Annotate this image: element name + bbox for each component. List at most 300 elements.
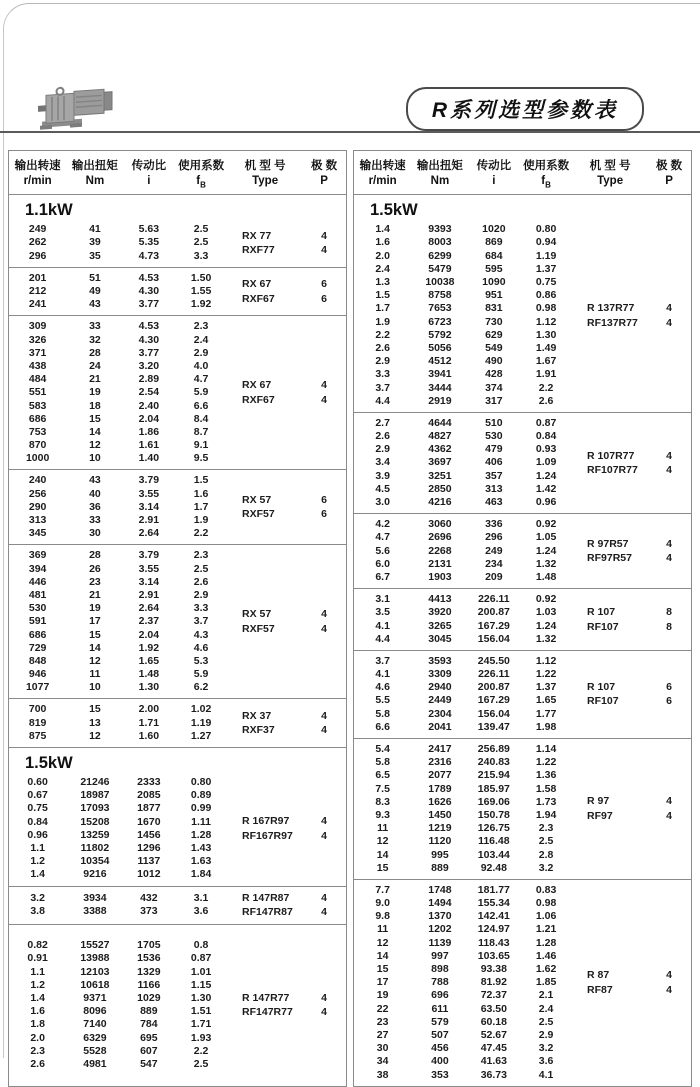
table-row — [354, 681, 573, 694]
poles-value: 4 — [321, 622, 327, 635]
table-row — [9, 855, 228, 868]
ratio-cell: 1.65 — [138, 654, 160, 667]
type-cell — [228, 776, 302, 882]
torque-cell: 36 — [89, 500, 101, 513]
factor-cell: 3.2 — [538, 1042, 554, 1055]
rows-block — [354, 743, 573, 875]
torque-cell: 28 — [89, 549, 101, 562]
torque-cell: 1450 — [428, 808, 452, 821]
ratio-cell: 5.63 — [138, 223, 160, 236]
speed-cell: 9.3 — [375, 808, 390, 821]
table-row — [9, 1018, 228, 1031]
speed-cell: 0.75 — [27, 802, 48, 815]
torque-cell: 11802 — [80, 841, 110, 854]
row-group — [354, 739, 691, 880]
speed-cell: 6.5 — [375, 769, 390, 782]
torque-cell: 6299 — [428, 249, 452, 262]
factor-cell: 1.92 — [190, 298, 212, 311]
poles-cell — [647, 417, 691, 509]
column-header — [519, 157, 573, 189]
table-row — [9, 868, 228, 881]
table-row — [9, 285, 228, 298]
factor-cell: 4.6 — [193, 641, 209, 654]
speed-cell: 0.82 — [27, 939, 48, 952]
ratio-cell: 2.64 — [138, 527, 160, 540]
factor-cell: 6.2 — [193, 681, 209, 694]
torque-cell: 5479 — [428, 262, 452, 275]
type-cell — [228, 703, 302, 743]
table-row — [9, 1045, 228, 1058]
row-group — [9, 195, 346, 268]
torque-cell: 889 — [431, 861, 449, 874]
factor-cell: 1.06 — [535, 910, 557, 923]
table-row — [354, 976, 573, 989]
speed-cell: 14 — [376, 949, 389, 962]
speed-cell: 262 — [28, 236, 47, 249]
poles-value: 6 — [321, 292, 327, 305]
poles-cell — [302, 549, 346, 694]
factor-cell: 1.21 — [535, 923, 557, 936]
factor-cell: 0.89 — [190, 789, 212, 802]
column-header-label: 机 型 号 — [244, 160, 286, 172]
ratio-cell: 240.83 — [477, 756, 510, 769]
table-row — [9, 488, 228, 501]
speed-cell: 5.8 — [375, 707, 390, 720]
type-value: R 147R87 — [242, 891, 290, 904]
type-cell — [228, 223, 302, 263]
poles-cell — [302, 272, 346, 312]
column-header-unit: Type — [252, 175, 279, 187]
group-body — [354, 884, 691, 1082]
ratio-cell: 116.48 — [478, 835, 510, 848]
speed-cell: 700 — [28, 703, 47, 716]
factor-cell: 3.2 — [538, 861, 554, 874]
speed-cell: 3.3 — [375, 368, 390, 381]
factor-cell: 3.6 — [193, 905, 209, 918]
ratio-cell: 3.77 — [138, 298, 160, 311]
table-row — [354, 708, 573, 721]
column-header-label: 输出转速 — [359, 160, 406, 172]
speed-cell: 7.5 — [375, 782, 390, 795]
speed-cell: 2.6 — [30, 1057, 45, 1070]
torque-cell: 2919 — [428, 394, 452, 407]
speed-cell: 1.7 — [375, 302, 390, 315]
table-row — [354, 822, 573, 835]
type-cell — [228, 891, 302, 920]
factor-cell: 2.5 — [538, 835, 554, 848]
table-row — [9, 360, 228, 373]
factor-cell: 2.9 — [193, 588, 209, 601]
torque-cell: 17093 — [80, 802, 110, 815]
speed-cell: 819 — [28, 716, 47, 729]
torque-cell: 28 — [89, 346, 101, 359]
poles-cell — [647, 593, 691, 646]
table-row — [9, 334, 228, 347]
speed-cell: 4.1 — [375, 619, 390, 632]
table-row — [9, 250, 228, 263]
table-row — [9, 1005, 228, 1018]
torque-cell: 15208 — [80, 815, 110, 828]
poles-value: 6 — [321, 278, 327, 291]
rows-block — [9, 549, 228, 694]
factor-cell: 1.02 — [190, 703, 212, 716]
ratio-cell: 317 — [485, 394, 503, 407]
ratio-cell: 2085 — [137, 789, 161, 802]
factor-cell: 1.43 — [190, 841, 212, 854]
factor-cell: 3.6 — [538, 1055, 554, 1068]
factor-cell: 1.28 — [190, 828, 212, 841]
type-value: RF107 — [587, 620, 619, 633]
ratio-cell: 831 — [485, 302, 503, 315]
rows-block — [354, 518, 573, 584]
ratio-cell: 142.41 — [477, 910, 510, 923]
speed-cell: 212 — [28, 285, 47, 298]
type-cell — [228, 929, 302, 1082]
speed-cell: 201 — [28, 271, 47, 284]
factor-cell: 1.51 — [190, 1005, 212, 1018]
table-row — [9, 979, 228, 992]
speed-cell: 34 — [376, 1055, 389, 1068]
speed-cell: 0.84 — [27, 815, 48, 828]
table-row — [354, 470, 573, 483]
ratio-cell: 1536 — [137, 952, 161, 965]
column-header-unit: i — [492, 175, 496, 187]
type-cell — [573, 743, 647, 875]
speed-cell: 11 — [377, 923, 389, 936]
ratio-cell: 2.40 — [138, 399, 160, 412]
speed-cell: 313 — [28, 514, 47, 527]
ratio-cell: 226.11 — [478, 593, 510, 606]
ratio-cell: 60.18 — [480, 1015, 507, 1028]
factor-cell: 8.4 — [193, 412, 209, 425]
speed-cell: 38 — [376, 1068, 389, 1081]
torque-cell: 507 — [431, 1028, 449, 1041]
power-section-label: 1.1kW — [25, 201, 73, 220]
speed-cell: 2.0 — [30, 1031, 45, 1044]
ratio-cell: 1.61 — [138, 439, 160, 452]
speed-cell: 2.9 — [375, 355, 390, 368]
factor-cell: 9.1 — [193, 439, 209, 452]
speed-cell: 5.6 — [375, 544, 390, 557]
torque-cell: 49 — [89, 285, 101, 298]
poles-value: 4 — [321, 229, 327, 242]
ratio-cell: 118.43 — [478, 936, 510, 949]
table-row — [354, 835, 573, 848]
table-row — [9, 703, 228, 716]
factor-cell: 0.96 — [535, 496, 557, 509]
ratio-cell: 3.55 — [138, 487, 160, 500]
ratio-cell: 2333 — [137, 776, 161, 789]
factor-cell: 3.1 — [193, 891, 209, 904]
rows-block — [9, 272, 228, 312]
speed-cell: 2.4 — [375, 262, 390, 275]
type-value: RXF57 — [242, 508, 275, 521]
row-group — [354, 589, 691, 651]
column-header-unit: P — [320, 175, 328, 187]
poles-value: 8 — [666, 620, 672, 633]
ratio-cell: 103.44 — [477, 848, 510, 861]
group-body — [354, 655, 691, 734]
torque-cell: 2417 — [428, 743, 452, 756]
poles-value: 4 — [321, 244, 327, 257]
ratio-cell: 209 — [485, 570, 503, 583]
column-header-label: 使用系数 — [523, 160, 570, 172]
poles-value: 4 — [666, 969, 672, 982]
row-group — [354, 195, 691, 413]
table-row — [9, 347, 228, 360]
rows-block — [354, 223, 573, 408]
group-body — [9, 549, 346, 694]
ratio-cell: 1.71 — [138, 716, 160, 729]
factor-cell: 2.3 — [538, 822, 554, 835]
table-row — [354, 250, 573, 263]
ratio-cell: 72.37 — [480, 989, 507, 1002]
table-row — [354, 923, 573, 936]
ratio-cell: 1.30 — [138, 681, 160, 694]
table-header — [9, 151, 346, 195]
factor-cell: 5.9 — [193, 668, 209, 681]
speed-cell: 3.9 — [375, 469, 390, 482]
torque-cell: 788 — [431, 976, 449, 989]
table-row — [354, 496, 573, 509]
factor-cell: 1.48 — [535, 570, 557, 583]
row-group — [9, 316, 346, 470]
torque-cell: 14 — [89, 425, 101, 438]
group-body — [354, 593, 691, 646]
factor-cell: 2.4 — [193, 333, 209, 346]
factor-cell: 1.19 — [535, 249, 557, 262]
speed-cell: 2.7 — [375, 416, 390, 429]
right-parameter-table — [353, 150, 692, 1087]
table-row — [354, 862, 573, 875]
column-header-unit: Type — [597, 175, 624, 187]
torque-cell: 4644 — [428, 416, 452, 429]
torque-cell: 2041 — [428, 720, 452, 733]
torque-cell: 995 — [431, 848, 449, 861]
table-row — [354, 633, 573, 646]
ratio-cell: 167.29 — [477, 619, 510, 632]
poles-cell — [302, 320, 346, 465]
torque-cell: 33 — [89, 514, 101, 527]
group-body — [9, 929, 346, 1082]
ratio-cell: 629 — [485, 328, 503, 341]
speed-cell: 1.1 — [30, 841, 45, 854]
ratio-cell: 2.54 — [138, 386, 160, 399]
factor-cell: 1.37 — [535, 681, 557, 694]
ratio-cell: 432 — [140, 891, 158, 904]
torque-cell: 40 — [89, 487, 101, 500]
type-value: RF97 — [587, 809, 613, 822]
torque-cell: 1202 — [428, 923, 452, 936]
speed-cell: 3.1 — [375, 593, 390, 606]
speed-cell: 3.2 — [30, 891, 45, 904]
column-header — [411, 157, 468, 189]
factor-cell: 0.87 — [535, 416, 557, 429]
ratio-cell: 126.75 — [477, 822, 510, 835]
row-group — [9, 748, 346, 887]
ratio-cell: 4.30 — [138, 285, 160, 298]
speed-cell: 946 — [28, 668, 47, 681]
torque-cell: 12103 — [80, 965, 110, 978]
factor-cell: 1.42 — [535, 482, 557, 495]
factor-cell: 1.49 — [535, 341, 557, 354]
ratio-cell: 313 — [485, 482, 503, 495]
column-header-unit: r/min — [368, 175, 397, 187]
factor-cell: 1.24 — [535, 469, 557, 482]
table-row — [9, 576, 228, 589]
factor-cell: 6.6 — [193, 399, 209, 412]
factor-cell: 1.11 — [191, 815, 212, 828]
torque-cell: 4512 — [428, 355, 452, 368]
ratio-cell: 1012 — [137, 868, 161, 881]
speed-cell: 6.7 — [375, 570, 390, 583]
ratio-cell: 215.94 — [477, 769, 510, 782]
speed-cell: 848 — [28, 654, 47, 667]
row-group — [9, 925, 346, 1086]
table-row — [354, 950, 573, 963]
table-row — [9, 298, 228, 311]
factor-cell: 2.4 — [538, 1002, 554, 1015]
factor-cell: 3.7 — [193, 615, 209, 628]
torque-cell: 35 — [89, 249, 101, 262]
table-row — [9, 642, 228, 655]
factor-cell: 1.22 — [535, 756, 557, 769]
factor-cell: 1.01 — [190, 965, 212, 978]
torque-cell: 33 — [89, 320, 101, 333]
table-row — [9, 373, 228, 386]
speed-cell: 27 — [376, 1028, 389, 1041]
ratio-cell: 549 — [485, 341, 503, 354]
ratio-cell: 1137 — [137, 855, 161, 868]
torque-cell: 6329 — [83, 1031, 107, 1044]
speed-cell: 9.0 — [375, 897, 390, 910]
table-row — [9, 272, 228, 285]
factor-cell: 0.80 — [535, 223, 557, 236]
ratio-cell: 150.78 — [477, 808, 510, 821]
factor-cell: 0.86 — [535, 289, 557, 302]
factor-cell: 4.7 — [193, 373, 209, 386]
poles-value: 4 — [321, 1006, 327, 1019]
factor-cell: 5.3 — [193, 654, 209, 667]
speed-cell: 481 — [28, 588, 47, 601]
ratio-cell: 156.04 — [477, 632, 510, 645]
speed-cell: 4.6 — [375, 681, 390, 694]
ratio-cell: 249 — [485, 544, 503, 557]
column-header-label: 传动比 — [131, 160, 167, 172]
ratio-cell: 428 — [485, 368, 503, 381]
torque-cell: 12 — [89, 439, 101, 452]
column-header — [354, 157, 411, 189]
speed-cell: 6.6 — [375, 720, 390, 733]
factor-cell: 3.3 — [193, 602, 209, 615]
factor-cell: 1.36 — [535, 769, 557, 782]
speed-cell: 530 — [28, 602, 47, 615]
torque-cell: 18 — [89, 399, 101, 412]
gear-motor-illustration — [36, 82, 120, 134]
speed-cell: 1.9 — [375, 315, 390, 328]
poles-value: 4 — [666, 449, 672, 462]
factor-cell: 1.73 — [535, 795, 557, 808]
speed-cell: 2.3 — [30, 1044, 45, 1057]
speed-cell: 753 — [28, 425, 47, 438]
type-cell — [573, 417, 647, 509]
factor-cell: 2.2 — [193, 527, 209, 540]
factor-cell: 1.84 — [190, 868, 212, 881]
speed-cell: 256 — [28, 487, 47, 500]
torque-cell: 898 — [431, 963, 449, 976]
factor-cell: 1.15 — [190, 978, 212, 991]
poles-value: 4 — [666, 552, 672, 565]
speed-cell: 8.3 — [375, 795, 390, 808]
speed-cell: 3.4 — [375, 456, 390, 469]
speed-cell: 11 — [377, 822, 389, 835]
rows-block — [9, 776, 228, 882]
type-value: R 167R97 — [242, 815, 290, 828]
torque-cell: 1626 — [428, 795, 452, 808]
speed-cell: 5.4 — [375, 743, 390, 756]
factor-cell: 2.9 — [538, 1028, 554, 1041]
table-row — [354, 558, 573, 571]
rows-block — [9, 891, 228, 920]
factor-cell: 1.46 — [535, 949, 557, 962]
torque-cell: 15 — [89, 703, 101, 716]
table-row — [354, 1055, 573, 1068]
ratio-cell: 490 — [485, 355, 503, 368]
speed-cell: 1.4 — [30, 868, 45, 881]
factor-cell: 1.77 — [535, 707, 557, 720]
factor-cell: 0.94 — [535, 236, 557, 249]
torque-cell: 10038 — [425, 276, 455, 289]
poles-value: 4 — [321, 393, 327, 406]
table-row — [9, 892, 228, 905]
speed-cell: 446 — [28, 575, 47, 588]
table-row — [9, 681, 228, 694]
ratio-cell: 2.91 — [138, 588, 160, 601]
column-header — [9, 157, 66, 189]
table-row — [9, 236, 228, 249]
torque-cell: 5528 — [83, 1044, 107, 1057]
ratio-cell: 479 — [485, 443, 503, 456]
speed-cell: 371 — [28, 346, 47, 359]
group-body — [9, 891, 346, 920]
table-row — [354, 531, 573, 544]
type-value: RXF67 — [242, 393, 275, 406]
ratio-cell: 36.73 — [480, 1068, 507, 1081]
table-row — [354, 236, 573, 249]
speed-cell: 5.5 — [375, 694, 390, 707]
factor-cell: 1.30 — [535, 328, 557, 341]
group-body — [354, 518, 691, 584]
speed-cell: 4.4 — [375, 394, 390, 407]
group-body — [354, 223, 691, 408]
speed-cell: 6.0 — [375, 557, 390, 570]
speed-cell: 4.1 — [375, 668, 390, 681]
type-cell — [228, 272, 302, 312]
ratio-cell: 63.50 — [480, 1002, 507, 1015]
factor-cell: 1.55 — [190, 285, 212, 298]
table-row — [9, 668, 228, 681]
type-value: RXF37 — [242, 724, 275, 737]
speed-cell: 0.91 — [27, 952, 48, 965]
torque-cell: 1120 — [428, 835, 452, 848]
table-row — [354, 430, 573, 443]
factor-cell: 0.98 — [535, 302, 557, 315]
speed-cell: 326 — [28, 333, 47, 346]
torque-cell: 26 — [89, 562, 101, 575]
table-row — [9, 842, 228, 855]
speed-cell: 875 — [28, 729, 47, 742]
ratio-cell: 1090 — [482, 276, 506, 289]
